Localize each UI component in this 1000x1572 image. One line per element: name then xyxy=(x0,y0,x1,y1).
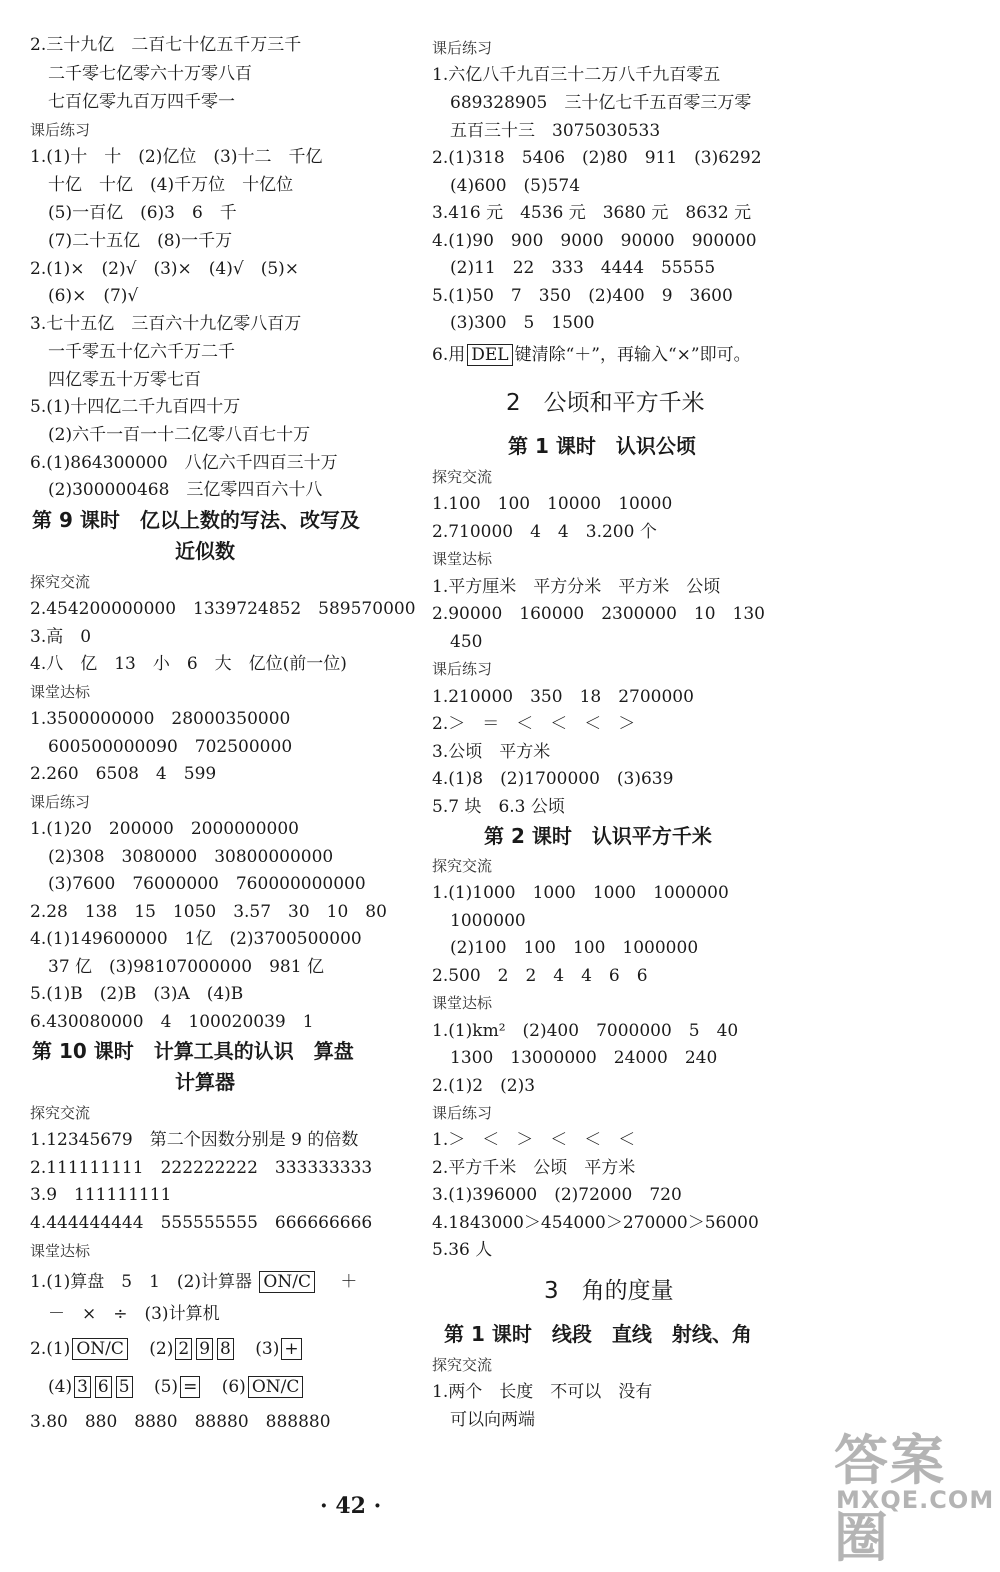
answer-line: 1300 13000000 24000 240 xyxy=(450,1048,718,1068)
answer-line: 2.710000 4 4 3.200 个 xyxy=(432,522,657,542)
answer-line: 2.(1)318 5406 (2)80 911 (3)6292 xyxy=(432,148,762,168)
digit-key-icon: 3 xyxy=(74,1376,91,1398)
watermark-logo xyxy=(820,1412,995,1569)
section-label: 课后练习 xyxy=(432,1104,493,1122)
answer-line: (2)308 3080000 30800000000 xyxy=(48,847,334,867)
answer-text: (5) xyxy=(153,1377,179,1397)
answer-line: 4.(1)8 (2)1700000 (3)639 xyxy=(432,769,674,789)
answer-text: (6) xyxy=(221,1377,246,1397)
answer-line: 4.1843000＞454000＞270000＞56000 xyxy=(432,1213,759,1233)
lesson-heading-cont: 近似数 xyxy=(175,539,235,563)
equals-key-icon: = xyxy=(180,1376,200,1398)
section-label: 课堂达标 xyxy=(432,550,493,568)
answer-line: 6.(1)864300000 八亿六千四百三十万 xyxy=(30,453,338,473)
answer-line: 689328905 三十亿七千五百零三万零 xyxy=(450,93,752,113)
answer-line xyxy=(48,1375,305,1399)
answer-line: 2.90000 160000 2300000 10 130 xyxy=(432,604,765,624)
answer-line xyxy=(432,343,751,367)
answer-line: 5.7 块 6.3 公顷 xyxy=(432,797,565,817)
answer-line: 2.＞ ＝ ＜ ＜ ＜ ＞ xyxy=(432,714,636,734)
answer-line: 5.(1)十四亿二千九百四十万 xyxy=(30,397,241,417)
page-number: · 42 · xyxy=(320,1493,382,1519)
answer-line: 1.210000 350 18 2700000 xyxy=(432,687,694,707)
answer-text: (2) xyxy=(149,1339,174,1359)
unit-heading: 2 公顷和平方千米 xyxy=(506,390,705,416)
answer-text: (4) xyxy=(48,1377,73,1397)
answer-line: 6.430080000 4 100020039 1 xyxy=(30,1012,314,1032)
answer-line: (2)100 100 100 1000000 xyxy=(450,938,699,958)
answer-line: 2.111111111 222222222 333333333 xyxy=(30,1158,373,1178)
del-key-icon: DEL xyxy=(467,344,512,366)
section-label: 课后练习 xyxy=(30,121,91,139)
answer-line: 四亿零五十万零七百 xyxy=(48,370,201,390)
answer-line: (6)× (7)√ xyxy=(48,286,139,306)
answer-line: (3)300 5 1500 xyxy=(450,313,595,333)
section-label: 课堂达标 xyxy=(30,683,91,701)
lesson-heading: 第 2 课时 认识平方千米 xyxy=(484,824,712,848)
answer-line: 1.六亿八千九百三十二万八千九百零五 xyxy=(432,65,721,85)
answer-text: 键清除“＋”，再输入“×”即可。 xyxy=(514,345,751,365)
section-label: 探究交流 xyxy=(30,1104,91,1122)
answer-line: 1.两个 长度 不可以 没有 xyxy=(432,1382,653,1402)
answer-line: (2)300000468 三亿零四百六十八 xyxy=(48,480,323,500)
answer-line: 2.(1)× (2)√ (3)× (4)√ (5)× xyxy=(30,259,300,279)
answer-text: ＋ xyxy=(340,1272,358,1292)
answer-line: 可以向两端 xyxy=(450,1410,535,1430)
answer-line: 600500000090 702500000 xyxy=(48,737,293,757)
answer-line: (4)600 (5)574 xyxy=(450,176,581,196)
answer-line: 一千零五十亿六千万二千 xyxy=(48,342,235,362)
answer-line: 5.(1)B (2)B (3)A (4)B xyxy=(30,984,244,1004)
answer-line: 2.500 2 2 4 4 6 6 xyxy=(432,966,648,986)
answer-line: 2.平方千米 公顷 平方米 xyxy=(432,1158,636,1178)
lesson-heading-cont: 计算器 xyxy=(175,1070,235,1094)
answer-line: 五百三十三 3075030533 xyxy=(450,121,661,141)
answer-line: 2.260 6508 4 599 xyxy=(30,764,217,784)
section-label: 课堂达标 xyxy=(432,994,493,1012)
answer-line: 1.＞ ＜ ＞ ＜ ＜ ＜ xyxy=(432,1130,636,1150)
answer-line: 3.(1)396000 (2)72000 720 xyxy=(432,1185,682,1205)
section-label: 课后练习 xyxy=(432,660,493,678)
answer-line: 4.(1)149600000 1亿 (2)3700500000 xyxy=(30,929,362,949)
answer-line: 4.八 亿 13 小 6 大 亿位(前一位) xyxy=(30,654,347,674)
answer-line: 1.12345679 第二个因数分别是 9 的倍数 xyxy=(30,1130,359,1150)
answer-line: 1.100 100 10000 10000 xyxy=(432,494,673,514)
watermark-text: 答案圈 xyxy=(834,1429,946,1569)
digit-key-icon: 8 xyxy=(217,1338,234,1360)
lesson-heading: 第 1 课时 线段 直线 射线、角 xyxy=(444,1322,752,1346)
answer-text: 2.(1) xyxy=(30,1339,71,1359)
lesson-heading: 第 9 课时 亿以上数的写法、改写及 xyxy=(32,508,360,532)
unit-heading: 3 角的度量 xyxy=(544,1278,674,1304)
answer-line: (2)11 22 333 4444 55555 xyxy=(450,258,716,278)
onc-key-icon: ON/C xyxy=(259,1271,315,1293)
answer-line: 3.9 111111111 xyxy=(30,1185,172,1205)
answer-line: 1.(1)km² (2)400 7000000 5 40 xyxy=(432,1021,739,1041)
answer-line: 4.(1)90 900 9000 90000 900000 xyxy=(432,231,757,251)
answer-line xyxy=(30,1270,357,1294)
digit-key-icon: 2 xyxy=(175,1338,192,1360)
watermark-url: MXQE.COM xyxy=(836,1486,995,1514)
answer-line: 二千零七亿零六十万零八百 xyxy=(48,64,252,84)
answer-line: 3.公顷 平方米 xyxy=(432,742,551,762)
lesson-heading: 第 10 课时 计算工具的认识 算盘 xyxy=(32,1039,354,1063)
digit-key-icon: 6 xyxy=(95,1376,112,1398)
answer-line: 1.(1)1000 1000 1000 1000000 xyxy=(432,883,729,903)
onc-key-icon: ON/C xyxy=(72,1338,128,1360)
answer-line: 1.(1)20 200000 2000000000 xyxy=(30,819,299,839)
answer-line: 3.80 880 8880 88880 888880 xyxy=(30,1412,331,1432)
answer-line: 2.28 138 15 1050 3.57 30 10 80 xyxy=(30,902,387,922)
answer-line: 5.(1)50 7 350 (2)400 9 3600 xyxy=(432,286,733,306)
digit-key-icon: 5 xyxy=(116,1376,133,1398)
answer-line: 1.平方厘米 平方分米 平方米 公顷 xyxy=(432,577,721,597)
answer-line: 十亿 十亿 (4)千万位 十亿位 xyxy=(48,175,294,195)
plus-key-icon: + xyxy=(281,1338,301,1360)
answer-line: 3.高 0 xyxy=(30,627,92,647)
digit-key-icon: 9 xyxy=(196,1338,213,1360)
answer-line: (3)7600 76000000 760000000000 xyxy=(48,874,366,894)
answer-line: － × ÷ (3)计算机 xyxy=(48,1304,220,1324)
section-label: 探究交流 xyxy=(432,468,493,486)
section-label: 课后练习 xyxy=(30,793,91,811)
answer-line: 2.(1)2 (2)3 xyxy=(432,1076,536,1096)
section-label: 课堂达标 xyxy=(30,1242,91,1260)
answer-line: 37 亿 (3)98107000000 981 亿 xyxy=(48,957,324,977)
answer-text: (3) xyxy=(255,1339,280,1359)
section-label: 课后练习 xyxy=(432,39,493,57)
answer-line: 2.三十九亿 二百七十亿五千万三千 xyxy=(30,35,302,55)
section-label: 探究交流 xyxy=(432,857,493,875)
answer-line xyxy=(30,1337,304,1361)
lesson-heading: 第 1 课时 认识公顷 xyxy=(508,434,696,458)
answer-line: 450 xyxy=(450,632,483,652)
answer-line: 3.416 元 4536 元 3680 元 8632 元 xyxy=(432,203,752,223)
onc-key-icon: ON/C xyxy=(248,1376,304,1398)
section-label: 探究交流 xyxy=(432,1356,493,1374)
answer-line: 5.36 人 xyxy=(432,1240,493,1260)
answer-line: (5)一百亿 (6)3 6 千 xyxy=(48,203,237,223)
answer-line: 七百亿零九百万四千零一 xyxy=(48,92,235,112)
answer-line: 1000000 xyxy=(450,911,526,931)
answer-line: 3.七十五亿 三百六十九亿零八百万 xyxy=(30,314,302,334)
section-label: 探究交流 xyxy=(30,573,91,591)
answer-line: 1.(1)十 十 (2)亿位 (3)十二 千亿 xyxy=(30,147,323,167)
answer-line: (7)二十五亿 (8)一千万 xyxy=(48,231,233,251)
answer-line: 1.3500000000 28000350000 xyxy=(30,709,291,729)
answer-line: 2.454200000000 1339724852 589570000 xyxy=(30,599,416,619)
answer-text: 1.(1)算盘 5 1 (2)计算器 xyxy=(30,1272,253,1292)
answer-text: 6.用 xyxy=(432,345,466,365)
answer-line: (2)六千一百一十二亿零八百七十万 xyxy=(48,425,311,445)
answer-line: 4.444444444 555555555 666666666 xyxy=(30,1213,373,1233)
